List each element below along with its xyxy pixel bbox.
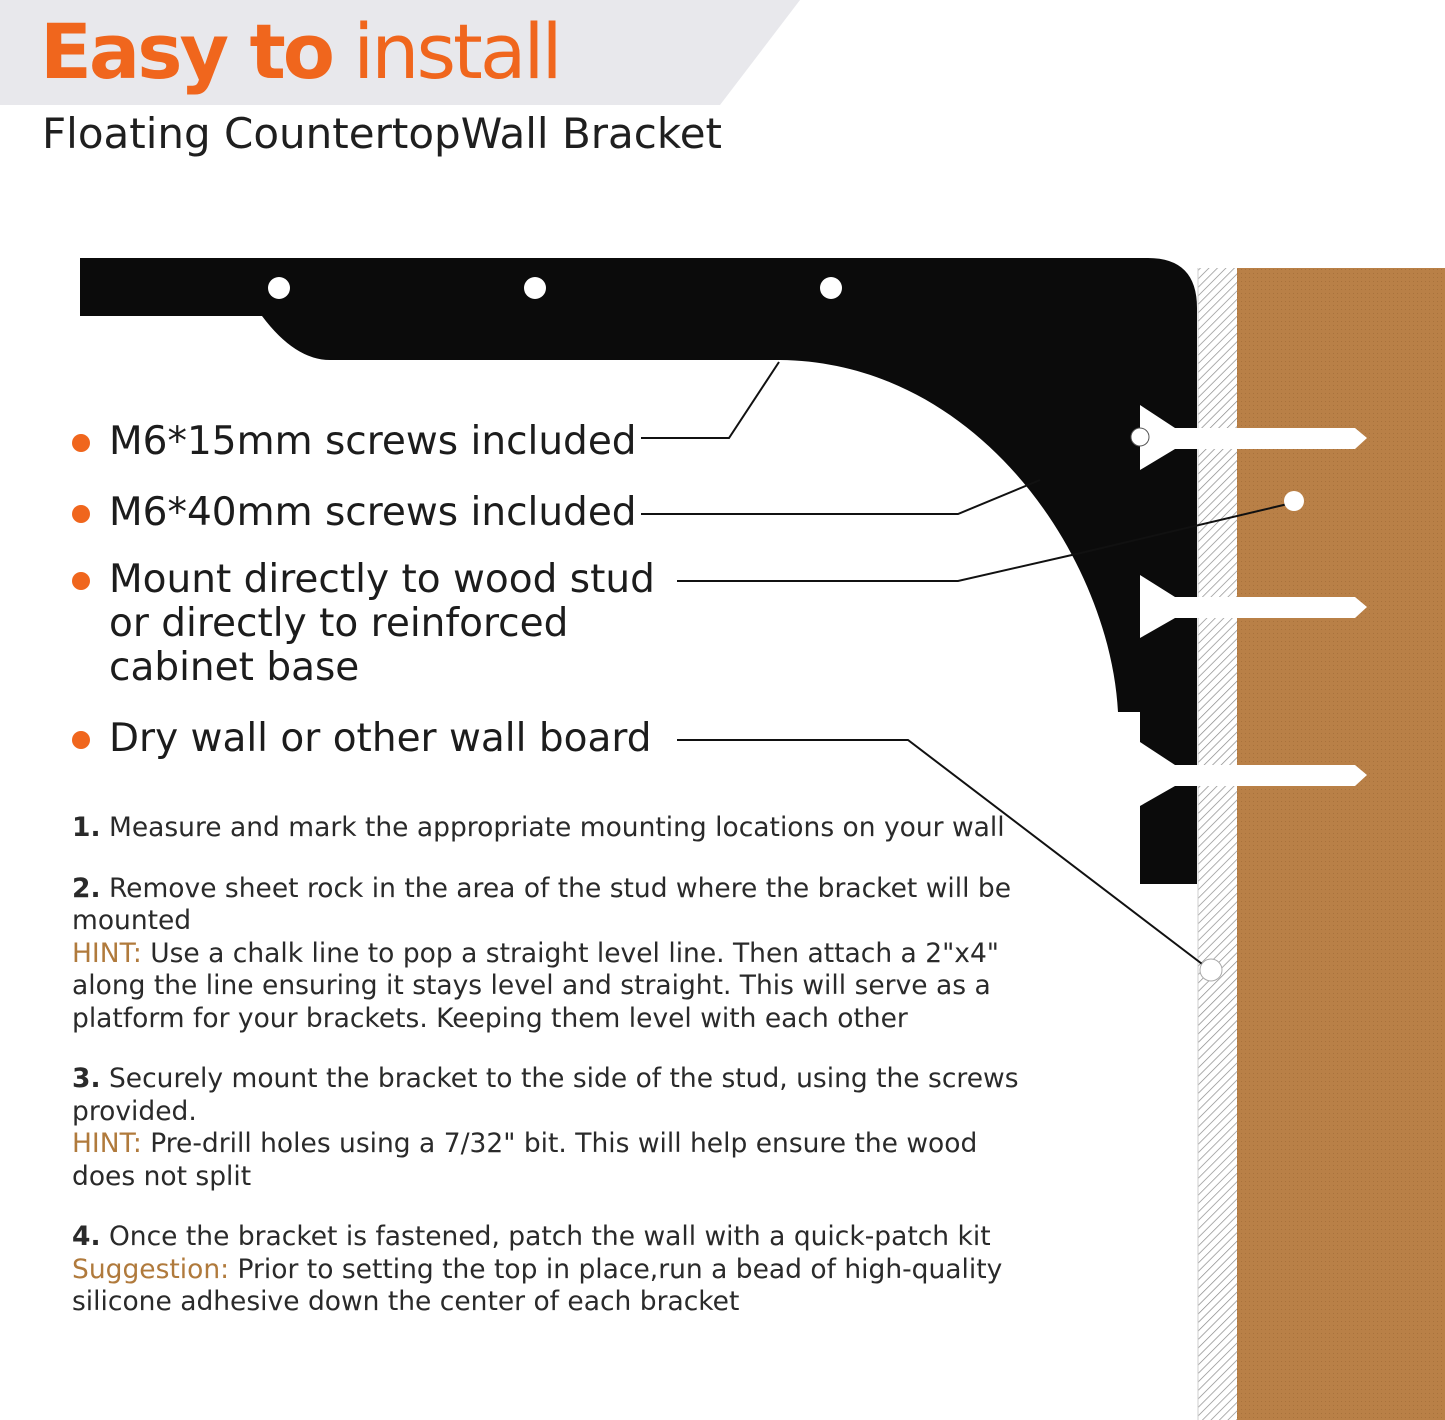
label-text: M6*40mm screws included: [109, 490, 637, 535]
leader-end-dot: [1131, 428, 1149, 446]
title-bold: Easy to: [40, 7, 332, 96]
leader-line: [641, 480, 1040, 514]
label-text: Dry wall or other wall board: [109, 716, 652, 761]
step-4: [72, 1221, 1032, 1319]
bracket-hole: [524, 277, 546, 299]
bullet-dot-icon: [72, 731, 90, 749]
label-line: or directly to reinforced: [109, 601, 569, 646]
page-subtitle: Floating CountertopWall Bracket: [42, 109, 722, 158]
hint-text: Prior to setting the top in place,run a bead of high-quality silicone adhesive down the center of each bracket: [72, 1253, 1003, 1317]
step-number: 4.: [72, 1221, 101, 1252]
step-text: Measure and mark the appropriate mounting locations on your wall: [108, 812, 1005, 843]
bullet-dot-icon: [72, 434, 90, 452]
hint-label: Suggestion:: [72, 1253, 230, 1285]
hint-text: Use a chalk line to pop a straight level line. Then attach a 2"x4" along the line ensuring it stays level and straight. This will serve as a platform for your brackets. Keeping them level with each other: [72, 937, 999, 1034]
step-1: [72, 812, 1032, 845]
title-light: install: [353, 7, 560, 96]
step-text: Once the bracket is fastened, patch the wall with a quick-patch kit: [108, 1221, 991, 1252]
step-number: 1.: [72, 812, 101, 843]
bullet-dot-icon: [72, 505, 90, 523]
leader-line: [641, 362, 779, 438]
bracket-hole: [820, 277, 842, 299]
label-text: M6*15mm screws included: [109, 419, 637, 464]
label-line: Mount directly to wood stud: [109, 557, 655, 602]
step-text: Securely mount the bracket to the side of the stud, using the screws provided.: [72, 1063, 1019, 1127]
hint-text: Pre-drill holes using a 7/32" bit. This will help ensure the wood does not split: [72, 1128, 978, 1192]
step-3: [72, 1063, 1032, 1193]
leader-end-dot: [1284, 491, 1304, 511]
installation-steps: [72, 812, 1032, 1347]
hint-label: HINT:: [72, 937, 142, 969]
step-number: 2.: [72, 872, 101, 904]
leader-line: [677, 552, 1085, 581]
step-number: 3.: [72, 1063, 101, 1094]
hint-label: HINT:: [72, 1128, 142, 1159]
step-text: Remove sheet rock in the area of the stud where the bracket will be mounted: [72, 872, 1012, 936]
step-2: [72, 873, 1032, 1036]
label-line: cabinet base: [109, 645, 360, 690]
bracket-hole: [268, 277, 290, 299]
leader-end-dot: [1200, 959, 1222, 981]
bullet-dot-icon: [72, 572, 90, 590]
label-text: [109, 558, 655, 690]
